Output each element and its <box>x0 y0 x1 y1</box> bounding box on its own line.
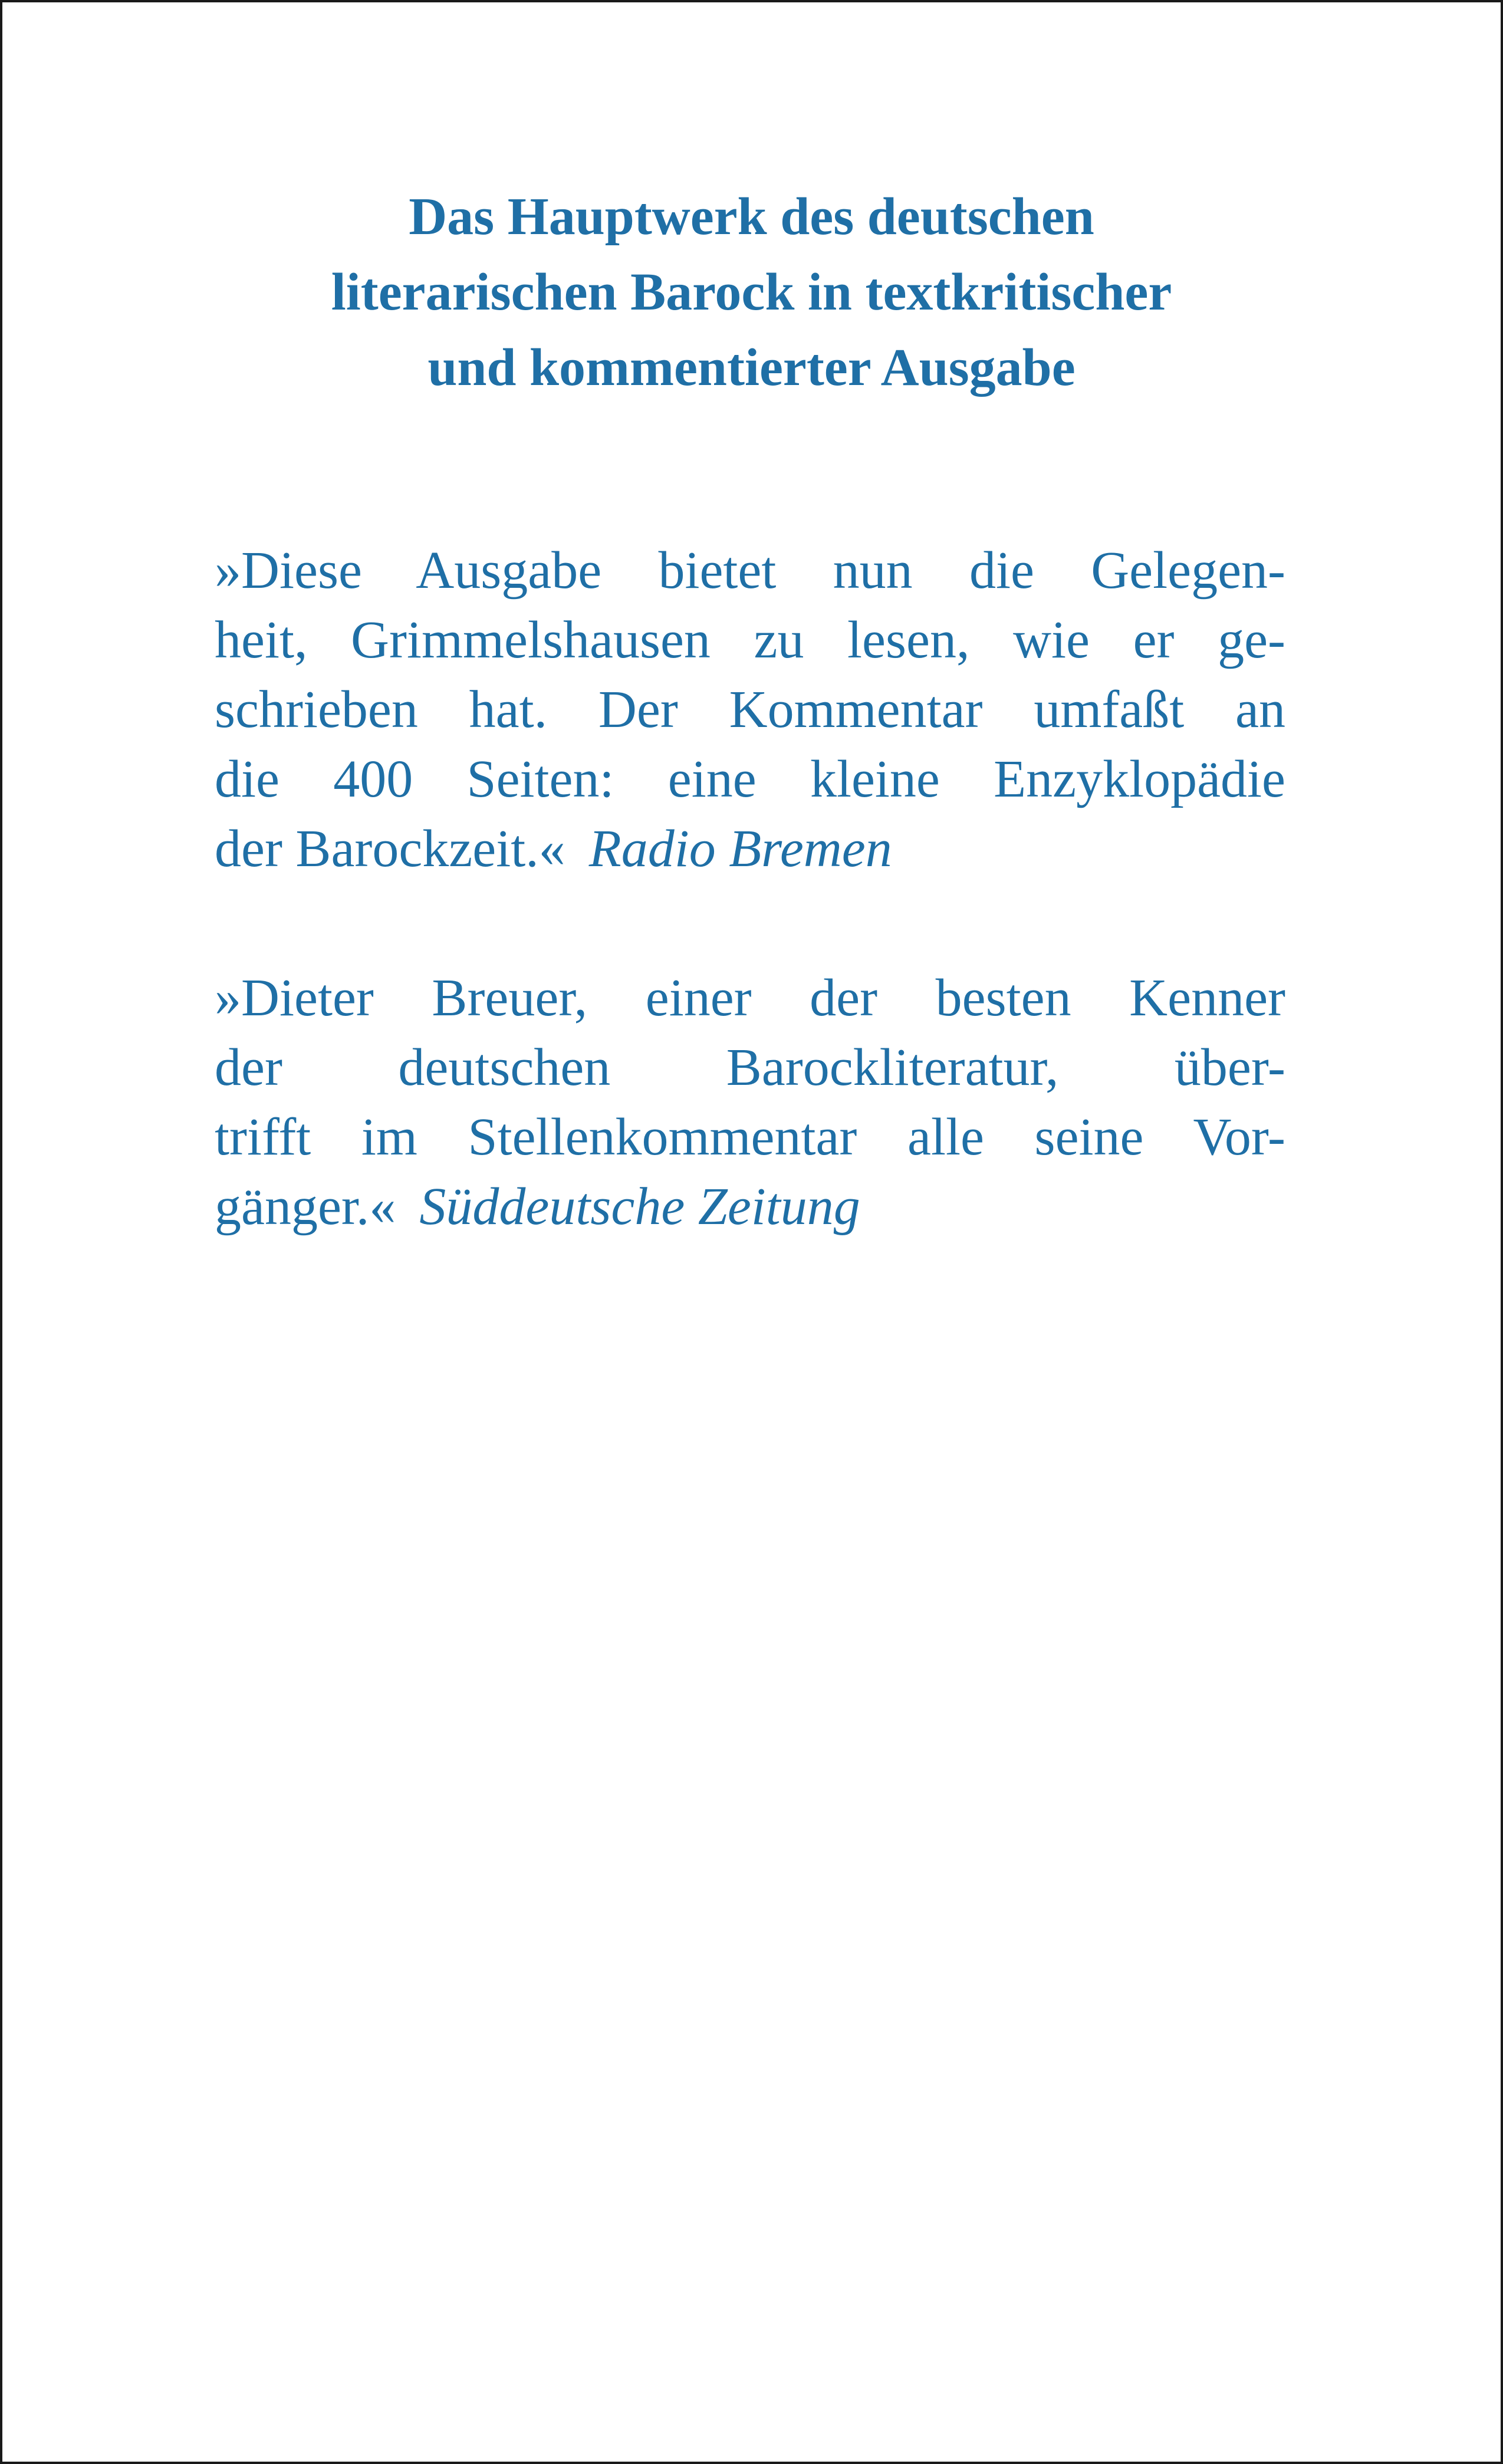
quote-line <box>215 1172 1285 1242</box>
review-quote-sueddeutsche <box>215 963 1285 1242</box>
review-quote-radio-bremen <box>215 536 1285 884</box>
headline-line: Das Hauptwerk des deutschen <box>409 187 1094 246</box>
quote-line: »Diese Ausgabe bietet nun die Gelegen- <box>215 541 1285 600</box>
quote-line: die 400 Seiten: eine kleine Enzyklopädie <box>215 750 1285 808</box>
quote-text: gänger.« <box>215 1177 396 1236</box>
quote-text: der Barockzeit.« <box>215 820 565 878</box>
quote-source: Süddeutsche Zeitung <box>419 1177 860 1236</box>
quote-line: der deutschen Barockliteratur, über- <box>215 1038 1285 1097</box>
headline <box>2 179 1501 406</box>
quote-line <box>215 814 1285 884</box>
quote-line: »Dieter Breuer, einer der besten Kenner <box>215 969 1285 1027</box>
quote-line: schrieben hat. Der Kommentar umfaßt an <box>215 680 1285 739</box>
headline-line: und kommentierter Ausgabe <box>427 338 1076 397</box>
headline-line: literarischen Barock in textkritischer <box>331 263 1172 321</box>
quote-line: trifft im Stellenkommentar alle seine Vor- <box>215 1108 1285 1166</box>
quote-source: Radio Bremen <box>588 820 892 878</box>
quote-line: heit, Grimmelshausen zu lesen, wie er ge- <box>215 611 1285 669</box>
